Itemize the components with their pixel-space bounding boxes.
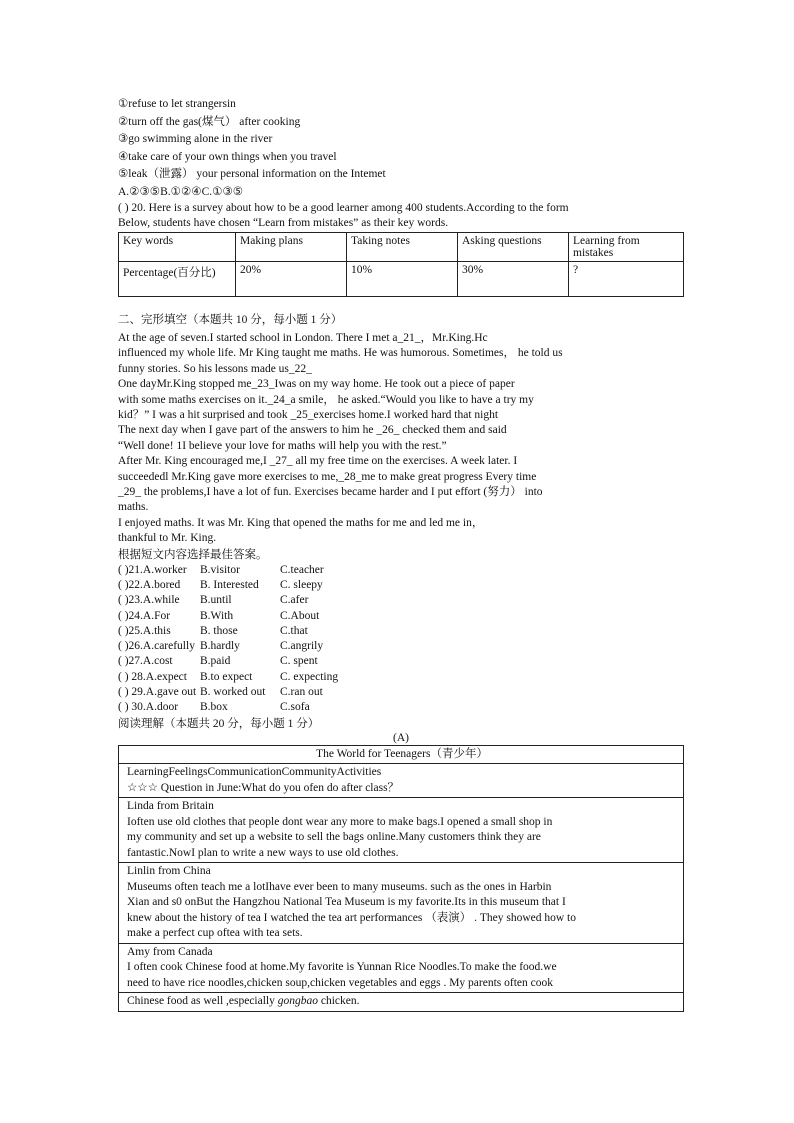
- question-option-b: B.to expect: [200, 670, 253, 683]
- question-option-c: C. spent: [280, 655, 318, 668]
- entry-line: Xian and s0 onBut the Hangzhou National Tea Museum is my favorite.Its in this museum that I: [127, 896, 566, 909]
- question-option-c: C. expecting: [280, 670, 339, 683]
- q20-line: ( ) 20. Here is a survey about how to be a good learner among 400 students.According to the form: [118, 202, 569, 214]
- question-option-b: B.visitor: [200, 563, 240, 576]
- entry-line: Ioften use old clothes that people dont wear any more to make bags.I opened a small shop in: [127, 815, 553, 828]
- option-line: ③go swimming alone in the river: [118, 133, 273, 145]
- q20-line: Below, students have chosen “Learn from mistakes” as their key words.: [118, 217, 449, 229]
- entry-linda: [119, 798, 684, 863]
- cloze-heading: 二、完形填空（本题共 10 分，每小题 1 分）: [118, 314, 343, 326]
- cloze-instruction: 根据短文内容选择最佳答案。: [118, 548, 268, 561]
- passage-line: with some maths exercises on it._24_a smile， he asked.“Would you like to have a try my: [118, 393, 534, 406]
- teen-world-table: [118, 745, 684, 1012]
- passage-line: kid？” I was a hit surprised and took _25_exercises home.I worked hard that night: [118, 409, 499, 422]
- q19-answer-choices: A.②③⑤B.①②④C.①③⑤: [118, 185, 244, 198]
- entry-name: Amy from Canada: [127, 945, 213, 958]
- option-line: ①refuse to let strangersin: [118, 98, 236, 110]
- entry-line: need to have rice noodles,chicken soup,chicken vegetables and eggs . My parents often cook: [127, 976, 553, 989]
- entry-text: Chinese food as well ,especially: [127, 995, 278, 1008]
- survey-table: [118, 232, 684, 297]
- q19-options: [118, 96, 684, 201]
- question-option-a: ( )22.A.bored: [118, 578, 181, 591]
- question-option-b: B. Interested: [200, 578, 259, 591]
- question-row: [118, 654, 684, 669]
- question-option-a: ( )24.A.For: [118, 609, 171, 622]
- question-option-b: B.box: [200, 701, 228, 714]
- entry-name: Linda from Britain: [127, 800, 214, 813]
- question-option-b: B.paid: [200, 655, 231, 668]
- question-option-b: B.hardly: [200, 640, 240, 653]
- option-line: ②turn off the gas(煤气） after cooking: [118, 115, 301, 128]
- question-row: [118, 563, 684, 578]
- question-option-a: ( ) 29.A.gave out: [118, 686, 197, 699]
- question-option-a: ( )21.A.worker: [118, 563, 187, 576]
- entry-line: fantastic.NowI plan to write a new ways to use old clothes.: [127, 846, 399, 859]
- question-option-c: C.About: [280, 609, 320, 622]
- question-row: [118, 593, 684, 608]
- cloze-questions: [118, 563, 684, 716]
- survey-cell: ?: [569, 262, 684, 297]
- entry-amy-continued: [119, 993, 684, 1012]
- question-option-c: C.teacher: [280, 563, 324, 576]
- question-row: [118, 624, 684, 639]
- passage-line: One dayMr.King stopped me_23_Iwas on my way home. He took out a piece of paper: [118, 378, 515, 391]
- worksheet-page: [118, 96, 684, 1012]
- survey-data-row: [119, 262, 684, 297]
- entry-line: Museums often teach me a lotIhave ever been to many museums. such as the ones in Harbin: [127, 880, 552, 893]
- question-row: [118, 700, 684, 715]
- question-row: [118, 670, 684, 685]
- survey-row-label: Percentage(百分比): [119, 262, 236, 297]
- passage-line: succeededl Mr.King gave more exercises to me,_28_me to make great progress Every time: [118, 470, 537, 483]
- survey-header-cell: Making plans: [236, 233, 347, 262]
- passage-line: After Mr. King encouraged me,I _27_ all my free time on the exercises. A week later. I: [118, 455, 518, 468]
- section-label: (A): [393, 731, 409, 744]
- topic-tabs: LearningFeelingsCommunicationCommunityActivities: [127, 766, 382, 779]
- passage-line: At the age of seven.I started school in London. There I met a_21_，Mr.King.Hc: [118, 332, 488, 344]
- topic-cell: [119, 764, 684, 798]
- question-row: [118, 609, 684, 624]
- passage-line: thankful to Mr. King.: [118, 532, 217, 545]
- survey-cell: 30%: [458, 262, 569, 297]
- entry-linlin: [119, 863, 684, 944]
- question-row: [118, 639, 684, 654]
- survey-header-cell: Taking notes: [347, 233, 458, 262]
- survey-header-cell: Key words: [119, 233, 236, 262]
- question-option-c: C.sofa: [280, 701, 310, 714]
- passage-line: The next day when I gave part of the answers to him he _26_ checked them and said: [118, 424, 507, 437]
- question-option-a: ( )25.A.this: [118, 624, 171, 637]
- question-option-a: ( ) 30.A.door: [118, 701, 179, 714]
- question-option-a: ( ) 28.A.expect: [118, 670, 187, 683]
- passage-line: “Well done! 1I believe your love for maths will help you with the rest.”: [118, 439, 447, 452]
- passage-line: I enjoyed maths. It was Mr. King that opened the maths for me and led me in，: [118, 516, 484, 529]
- monthly-question: ☆☆☆ Question in June:What do you ofen do after class？: [127, 781, 400, 794]
- cloze-passage: [118, 331, 684, 547]
- entry-line: I often cook Chinese food at home.My favorite is Yunnan Rice Noodles.To make the food.we: [127, 961, 557, 974]
- question-option-a: ( )26.A.carefully: [118, 640, 195, 653]
- reading-heading: 阅读理解（本题共 20 分，每小题 1 分）: [118, 717, 320, 730]
- survey-header-cell: Learning from mistakes: [569, 233, 684, 262]
- dish-name: gongbao: [277, 995, 318, 1008]
- survey-cell: 10%: [347, 262, 458, 297]
- question-option-c: C. sleepy: [280, 578, 323, 591]
- survey-header-row: [119, 233, 684, 262]
- question-option-c: C.angrily: [280, 640, 324, 653]
- passage-line: funny stories. So his lessons made us_22_: [118, 362, 312, 375]
- question-option-b: B. those: [200, 624, 238, 637]
- question-option-c: C.that: [280, 624, 308, 637]
- question-option-c: C.ran out: [280, 686, 323, 699]
- entry-name: Linlin from China: [127, 865, 211, 878]
- option-line: ④take care of your own things when you travel: [118, 150, 337, 163]
- survey-cell: 20%: [236, 262, 347, 297]
- entry-line: my community and set up a website to sell the bags online.Many customers think they are: [127, 831, 541, 844]
- passage-line: influenced my whole life. Mr King taught me maths. He was humorous. Sometimes， he told us: [118, 347, 563, 360]
- question-option-a: ( )23.A.while: [118, 594, 180, 607]
- question-option-c: C.afer: [280, 594, 309, 607]
- question-row: [118, 578, 684, 593]
- option-line: ⑤leak（泄露） your personal information on the Intemet: [118, 168, 386, 180]
- question-option-b: B. worked out: [200, 686, 266, 699]
- question-row: [118, 685, 684, 700]
- entry-line: make a perfect cup oftea with tea sets.: [127, 927, 303, 940]
- entry-amy: [119, 943, 684, 993]
- question-option-b: B.until: [200, 594, 232, 607]
- survey-header-cell: Asking questions: [458, 233, 569, 262]
- entry-text: chicken.: [318, 995, 360, 1008]
- passage-line: _29_ the problems,I have a lot of fun. Exercises became harder and I put effort (努力） into: [118, 486, 543, 499]
- entry-line: knew about the history of tea I watched the tea art performances （表演） . They showed how to: [127, 911, 576, 924]
- passage-line: maths.: [118, 501, 149, 514]
- question-option-a: ( )27.A.cost: [118, 655, 173, 668]
- table-title: The World for Teenagers（青少年）: [119, 745, 684, 764]
- question-option-b: B.With: [200, 609, 234, 622]
